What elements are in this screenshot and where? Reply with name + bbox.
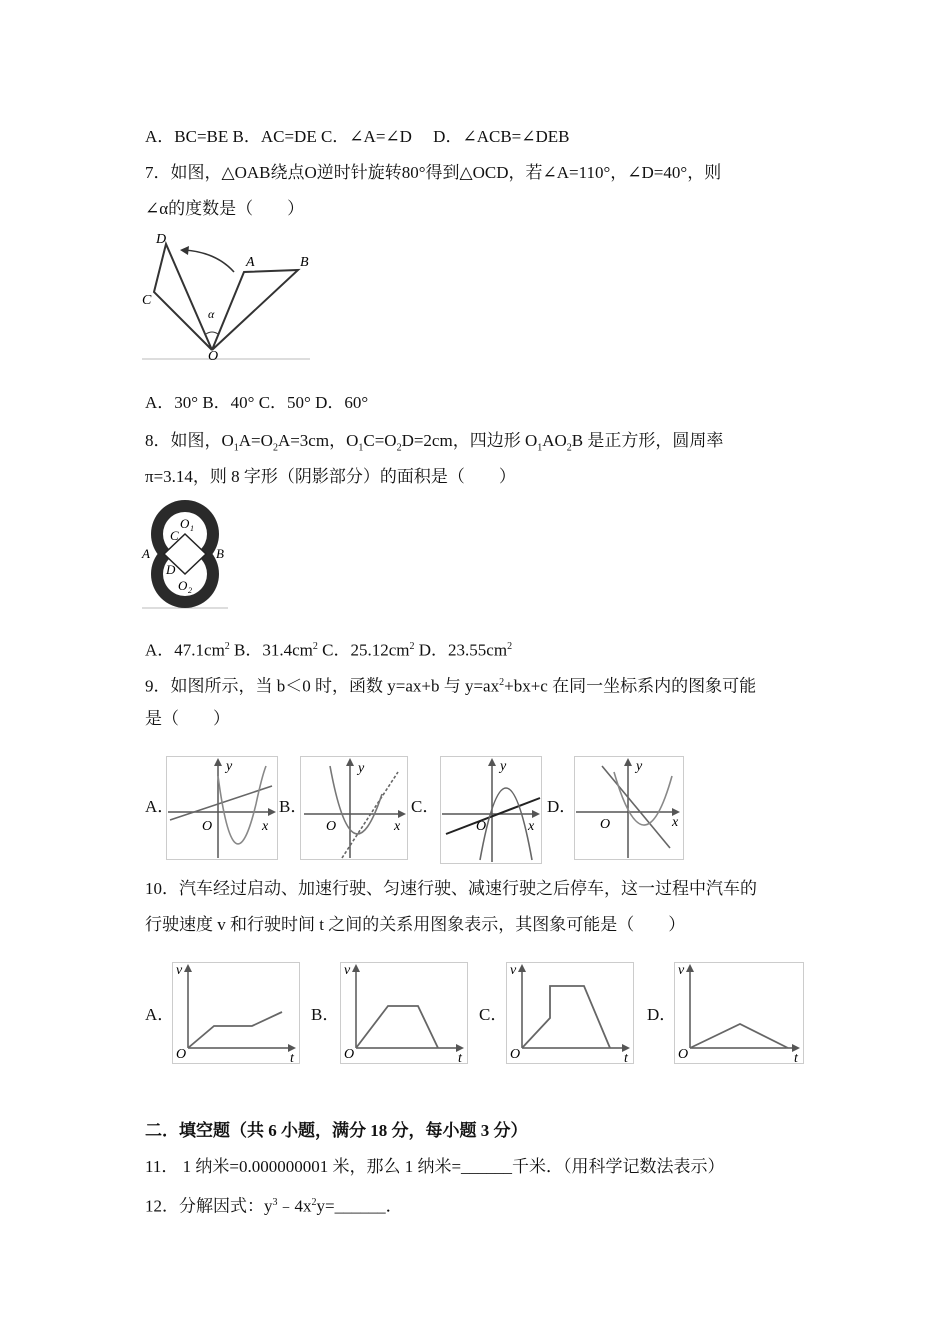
arrowhead-icon [180, 246, 189, 255]
q8-figure-eight [140, 496, 230, 612]
svg-text:O: O [176, 1047, 187, 1062]
svg-text:v: v [344, 963, 351, 978]
q9-graph-b [300, 756, 408, 860]
rotation-arrow-icon [184, 250, 234, 272]
q8-options: A．$47.1cm^2$ B．$31.4cm^2$ C．$25.12cm^2$ D．$23.55cm^2$ [145, 640, 513, 660]
q9-stem-line2: 是（ ） [145, 709, 230, 728]
q8-stem-line2: π=3.14，则 8 字形（阴影部分）的面积是（ ） [145, 467, 516, 486]
svg-text:t: t [458, 1051, 462, 1064]
label-c: C [170, 528, 179, 543]
q10-graph-c [506, 962, 634, 1064]
svg-text:O: O [678, 1047, 689, 1062]
q10-graph-b [340, 962, 468, 1064]
svg-text:O: O [326, 819, 337, 834]
q9-option-a-label: A． [145, 797, 175, 816]
svg-text:O: O [510, 1047, 521, 1062]
label-a: A [142, 546, 150, 561]
svg-text:t: t [290, 1051, 294, 1064]
svg-text:y: y [636, 759, 643, 774]
label-d: D [156, 232, 167, 247]
q12-text: 12．分解因式：$y^3﹣4x^2y=\_\_\_\_\_\_$． [145, 1196, 403, 1216]
q7-rotation-figure [140, 228, 312, 362]
triangle-ocd [154, 244, 212, 350]
q10-option-d-label: D． [647, 1005, 677, 1024]
svg-text:v: v [510, 963, 517, 978]
q11-text: 11． 1 纳米=0.000000001 米，那么 1 纳米=______千米．（用科学记数法表示） [145, 1157, 725, 1176]
q9-graph-d [574, 756, 684, 860]
label-b: B [300, 255, 309, 270]
q9-graph-a [166, 756, 278, 860]
q8-stem-line1: 8．如图，$O_1A=O_2A=3cm$，$O_1C=O_2D=2cm$，四边形 $O_1AO_2B$ 是正方形，圆周率 [145, 431, 724, 454]
svg-text:O: O [344, 1047, 355, 1062]
q7-stem-line1: 7．如图，△OAB绕点O逆时针旋转80°得到△OCD，若∠A=110°，∠D=40°，则 [145, 163, 722, 182]
q10-graph-a [172, 962, 300, 1064]
svg-text:O: O [600, 817, 611, 832]
triangle-oab [212, 270, 298, 350]
q9-option-b-label: B． [279, 797, 308, 816]
svg-text:x: x [528, 819, 535, 834]
svg-text:O: O [202, 819, 213, 834]
q7-stem-line2: ∠α的度数是（ ） [145, 199, 305, 218]
q10-stem-line2: 行驶速度 v 和行驶时间 t 之间的关系用图象表示，其图象可能是（ ） [145, 915, 686, 934]
label-c: C [142, 293, 152, 308]
svg-text:1: 1 [190, 524, 194, 533]
svg-text:2: 2 [188, 586, 192, 595]
q7-options: A．30° B．40° C．50° D．60° [145, 393, 369, 412]
q10-graph-d [674, 962, 804, 1064]
svg-text:t: t [624, 1051, 628, 1064]
q10-option-b-label: B． [311, 1005, 340, 1024]
q9-stem-line1: 9．如图所示，当 b＜0 时，函数 y=ax+b 与 $y=ax^2+bx+c$ 在同一坐标系内的图象可能 [145, 676, 757, 696]
q9-option-d-label: D． [547, 797, 577, 816]
q9-option-c-label: C． [411, 797, 440, 816]
svg-text:y: y [500, 759, 507, 774]
q10-option-c-label: C． [479, 1005, 508, 1024]
q10-stem-line1: 10．汽车经过启动、加速行驶、匀速行驶、减速行驶之后停车，这一过程中汽车的 [145, 879, 757, 898]
label-alpha: α [208, 307, 215, 321]
q10-option-a-label: A． [145, 1005, 175, 1024]
svg-text:y: y [226, 759, 233, 774]
svg-text:v: v [678, 963, 685, 978]
svg-text:O: O [476, 819, 487, 834]
label-o1: O [180, 516, 190, 531]
svg-text:v: v [176, 963, 183, 978]
svg-text:x: x [672, 815, 679, 830]
svg-text:x: x [394, 819, 401, 834]
section-2-heading: 二．填空题（共 6 小题，满分 18 分，每小题 3 分） [145, 1121, 528, 1140]
q9-graph-c [440, 756, 542, 864]
label-a: A [246, 255, 255, 270]
q6-options: A．BC=BE B．AC=DE C．∠A=∠D D．∠ACB=∠DEB [145, 127, 570, 146]
label-d: D [166, 562, 176, 577]
label-b: B [216, 546, 224, 561]
label-o: O [208, 349, 219, 362]
svg-text:x: x [262, 819, 269, 834]
svg-text:t: t [794, 1051, 798, 1064]
svg-text:y: y [358, 761, 365, 776]
label-o2: O [178, 578, 188, 593]
